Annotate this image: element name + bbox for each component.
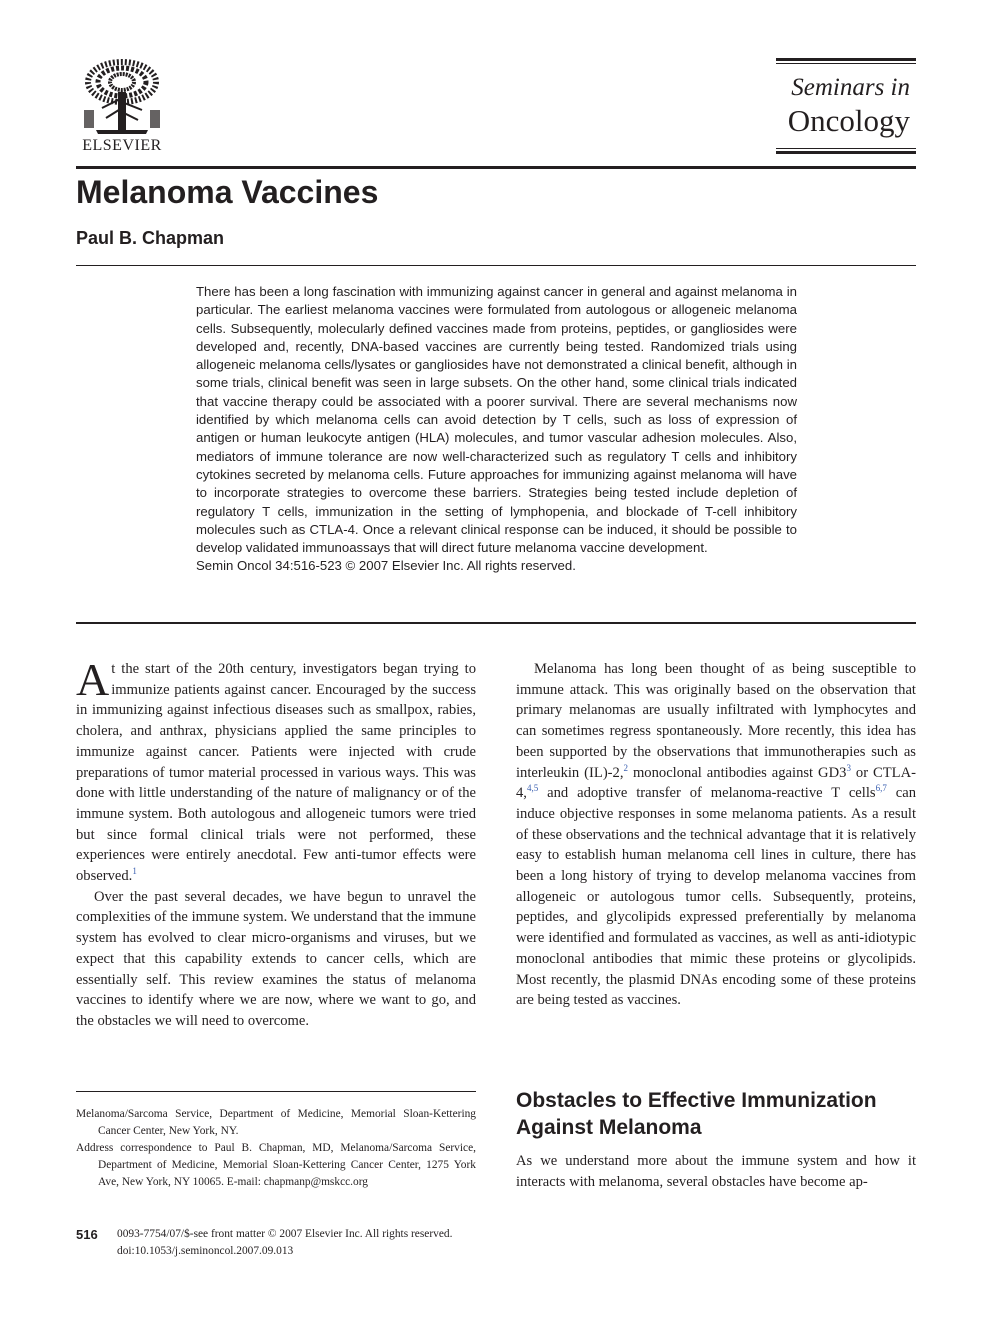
body-column-right — [516, 659, 916, 1011]
section-paragraph: As we understand more about the immune system and how it interacts with melanoma, several obstacles have become ap- — [516, 1153, 916, 1190]
abstract — [196, 283, 797, 576]
publisher-name: ELSEVIER — [82, 137, 162, 154]
journal-title-line1: Seminars in — [791, 74, 910, 101]
article-author: Paul B. Chapman — [76, 228, 225, 248]
abstract-bottom-divider — [76, 622, 916, 624]
reference-link[interactable]: 4,5 — [526, 783, 539, 794]
abstract-text: There has been a long fascination with immunizing against cancer in general and against melanoma in particular. The earliest melanoma vaccines were formulated from autologous or allogeneic melanoma cells. Subsequently, molecularly defined vaccines made from proteins, peptides, or gangliosides were developed and, recently, DNA-based vaccines are currently being tested. Randomized trials using allogeneic melanoma cells/lysates or gangliosides have not demonstrated a clinical benefit, although in some trials, clinical benefit was seen in large subsets. On the other hand, some clinical trials indicated that vaccine therapy could be associated with a poorer survival. There are several mechanisms now identified by which melanoma cells can avoid detection by T cells, such as loss of expression of antigen or human leukocyte antigen (HLA) molecules, and tumor vascular adhesion molecules. Also, mediators of immune tolerance are now well-characterized such as regulatory T cells and inhibitory cytokines secreted by melanoma cells. Future approaches for immunizing against melanoma will have to incorporate strategies to overcome these barriers. Strategies being tested include depletion of regulatory T cells, immunization in the setting of lymphopenia, and blockade of T-cell inhibitory molecules such as CTLA-4. Once a relevant clinical response can be induced, it should be possible to develop validated immunoassays that will direct future melanoma vaccine development. — [196, 284, 797, 556]
header-divider — [76, 166, 916, 169]
paragraph-text: can induce objective responses in some melanoma patients. As a result of these observations and the technical advantage that it is relatively easy to establish human melanoma cell lines in culture, there has been a long history of trying to develop melanoma vaccines from allogeneic or autologous tumor cells. Subsequently, proteins, peptides, and glycolipids expressed preferentially by melanoma were identified and formulated as vaccines, as well as anti-idiotypic monoclonal antibodies that mimic these proteins or glycolipids. Most recently, the plasmid DNAs encoding some of these proteins are being tested as vaccines. — [516, 785, 916, 1009]
body-paragraph: Over the past several decades, we have begun to unravel the complexities of the immune system. We understand that the immune system has evolved to clear micro-organisms and viruses, but we expect that this capability extends to cancer cells, which are essentially self. This review examines the status of melanoma vaccines to identify where we are now, where we want to go, and the obstacles we will need to overcome. — [76, 888, 476, 1029]
reference-link[interactable]: 6,7 — [875, 783, 887, 794]
elsevier-logo — [76, 58, 168, 154]
body-column-left — [76, 654, 476, 1032]
paragraph-text: Melanoma has long been thought of as being susceptible to immune attack. This was originally based on the observation that primary melanomas are usually infiltrated with lymphocytes and can sometimes regress spontaneously. More recently, this idea has been supported by the observations that immunotherapies such as interleukin (IL)-2, — [516, 661, 916, 781]
copyright-line: 0093-7754/07/$-see front matter © 2007 Elsevier Inc. All rights reserved. — [117, 1228, 453, 1240]
drop-cap: A — [76, 654, 110, 705]
reference-link[interactable]: 3 — [846, 762, 851, 773]
body-paragraph — [516, 659, 916, 1011]
page-number: 516 — [76, 1227, 98, 1242]
reference-link[interactable]: 1 — [132, 866, 137, 877]
paragraph-text: monoclonal antibodies against GD3 — [627, 764, 847, 781]
section-heading: Obstacles to Effective Immunization Against Melanoma — [516, 1089, 877, 1139]
doi-link[interactable]: doi:10.1053/j.seminoncol.2007.09.013 — [117, 1245, 294, 1257]
journal-title-line2: Oncology — [787, 103, 910, 138]
elsevier-tree-icon — [76, 58, 168, 136]
footnote-correspondence: Address correspondence to Paul B. Chapman, MD, Melanoma/Sarcoma Service, Department of Medicine, Memorial Sloan-Kettering Cancer Center, 1275 York Ave, New York, NY 10065. E-mail: chapmanp@mskcc.org — [76, 1142, 476, 1188]
article-title: Melanoma Vaccines — [76, 174, 379, 210]
footnotes — [76, 1106, 476, 1191]
paragraph-text: t the start of the 20th century, investigators began trying to immunize patients against cancer. Encouraged by the success in immunizing against infectious diseases such as smallpox, rabies, cholera, and anthrax, physicians applied the same principles to immunize against cancer. Patients were injected with crude preparations of tumor material processed in various ways. This was done with little understanding of the nature of malignancy or of the immune system. Both autologous and allogeneic tumors were tried but since formal clinical trials were not performed, these experiences were entirely anecdotal. Few anti-tumor effects were observed. — [76, 661, 476, 885]
abstract-citation: Semin Oncol 34:516-523 © 2007 Elsevier Inc. All rights reserved. — [196, 558, 576, 574]
paragraph-text: or CTLA-4, — [516, 764, 916, 802]
body-paragraph — [76, 654, 476, 887]
paragraph-text: and adoptive transfer of melanoma-reactive T cells — [538, 785, 876, 802]
footnote-affiliation: Melanoma/Sarcoma Service, Department of Medicine, Memorial Sloan-Kettering Cancer Center, New York, NY. — [76, 1108, 476, 1137]
abstract-top-divider — [76, 265, 916, 266]
reference-link[interactable]: 2 — [623, 762, 628, 773]
footnote-divider — [76, 1091, 476, 1092]
journal-masthead — [776, 58, 916, 154]
